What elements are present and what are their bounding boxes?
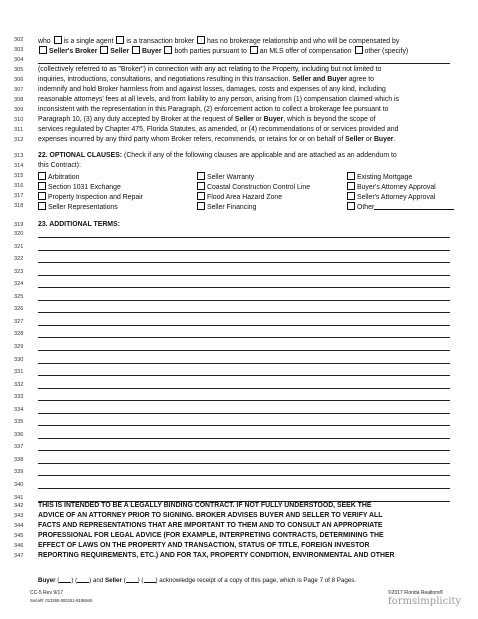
clause-flood-zone[interactable]	[196, 192, 282, 201]
text: Seller	[234, 116, 254, 123]
line-number: 316	[14, 183, 24, 189]
line-number: 307	[14, 87, 24, 93]
clause-checkbox[interactable]	[38, 192, 46, 200]
buyer-initial-2[interactable]	[77, 576, 89, 583]
line-number: 341	[14, 494, 24, 501]
line-number: 336	[14, 431, 24, 438]
clause-checkbox[interactable]	[197, 202, 205, 210]
no-brokerage-checkbox[interactable]	[197, 36, 205, 44]
label: Seller	[110, 48, 130, 55]
line-number: 308	[14, 97, 24, 103]
form-id: CC-5 Rev 9/17	[30, 590, 64, 596]
line-number: 330	[14, 356, 24, 363]
other-clause-field[interactable]	[374, 203, 454, 210]
line-number: 342	[14, 503, 24, 509]
text: indemnify and hold Broker harmless from and against losses, damages, costs and expenses of any kind, including	[38, 86, 386, 93]
line-number: 311	[14, 127, 23, 133]
clause-coastal-construction[interactable]	[196, 182, 310, 191]
clause-label: Section 1031 Exchange	[48, 184, 121, 191]
single-agent-checkbox[interactable]	[54, 36, 62, 44]
clause-label: Seller Financing	[207, 204, 257, 211]
terms-blank-line[interactable]	[38, 237, 450, 238]
text: or	[255, 116, 262, 123]
text: or	[365, 136, 373, 143]
line-number: 305	[14, 67, 24, 73]
clause-checkbox[interactable]	[38, 172, 46, 180]
line-number: 321	[14, 243, 24, 250]
warning-text: THIS IS INTENDED TO BE A LEGALLY BINDING CONTRACT. IF NOT FULLY UNDERSTOOD, SEEK THE	[38, 502, 372, 509]
line-number: 324	[14, 281, 24, 288]
terms-blank-line[interactable]	[38, 413, 450, 414]
mls-offer-checkbox[interactable]	[250, 46, 258, 54]
terms-blank-line[interactable]	[38, 375, 450, 376]
serial-number: Serial#: 013265-000151-8186945	[30, 598, 93, 603]
transaction-broker-checkbox[interactable]	[116, 36, 124, 44]
clause-checkbox[interactable]	[197, 172, 205, 180]
warning-text: FACTS AND REPRESENTATIONS THAT ARE IMPORTANT TO THEM AND TO CONSULT AN APPROPRIATE	[38, 522, 383, 529]
clause-label: Seller Representations	[48, 204, 118, 211]
line-number: 313	[14, 153, 24, 159]
line-number: 304	[14, 57, 24, 63]
text: (Check if any of the following clauses are applicable and are attached as an addendum to	[124, 152, 397, 159]
seller-initial-1[interactable]	[126, 576, 138, 583]
warning-text: EFFECT OF LAWS ON THE PROPERTY AND TRANSACTION, STATUS OF TITLE, FOREIGN INVESTOR	[38, 542, 370, 549]
text: Buyer	[373, 136, 394, 143]
line-number: 309	[14, 107, 24, 113]
terms-blank-line[interactable]	[38, 463, 450, 464]
line-number: 333	[14, 394, 24, 401]
line-number: 335	[14, 419, 24, 426]
terms-blank-line[interactable]	[38, 325, 450, 326]
label: other (specify)	[364, 48, 409, 55]
clause-label: Seller's Attorney Approval	[357, 194, 436, 201]
ack-text: acknowledge receipt of a copy of this page, which is Page 7 of 8 Pages.	[159, 577, 357, 584]
line-number: 326	[14, 306, 24, 313]
line-number: 331	[14, 369, 24, 376]
line-number: 337	[14, 444, 24, 451]
terms-blank-line[interactable]	[38, 450, 450, 451]
label: both parties pursuant to	[174, 48, 247, 55]
terms-blank-line[interactable]	[38, 363, 450, 364]
specify-blank-line[interactable]	[38, 63, 450, 64]
warning-text: REPORTING REQUIREMENTS, ETC.) AND FOR TAX, PROPERTY CONDITION, ENVIRONMENTAL AND OTHER	[38, 552, 395, 559]
terms-blank-line[interactable]	[38, 350, 450, 351]
clause-checkbox[interactable]	[197, 182, 205, 190]
clause-label: Arbitration	[48, 174, 80, 181]
clause-inspection-repair[interactable]	[37, 192, 143, 201]
line-number: 340	[14, 482, 24, 488]
line-number: 302	[14, 37, 24, 43]
clause-seller-warranty[interactable]	[196, 172, 254, 181]
clause-seller-representations[interactable]	[37, 202, 118, 211]
text: Seller	[292, 76, 312, 83]
line-number: 314	[14, 163, 24, 169]
line-number: 328	[14, 331, 24, 338]
line-number: 310	[14, 117, 24, 123]
text: Seller	[345, 136, 364, 143]
clause-buyers-attorney[interactable]	[346, 182, 436, 191]
label: an MLS offer of compensation	[259, 48, 352, 55]
line-number: 345	[14, 533, 24, 539]
label: has no brokerage relationship and who will be compensated by	[207, 38, 400, 45]
text: inquiries, introductions, consultations, and negotiations resulting in this transaction.	[38, 76, 291, 83]
line-number: 320	[14, 231, 24, 237]
clause-seller-financing[interactable]	[196, 202, 256, 211]
line-number: 319	[14, 222, 24, 228]
clause-checkbox[interactable]	[347, 202, 355, 210]
clause-label: Coastal Construction Control Line	[207, 184, 311, 191]
text: reasonable attorneys' fees at all levels, and from liability to any person, arising from (1) compensation claimed which is	[38, 96, 399, 103]
clause-checkbox[interactable]	[347, 182, 355, 190]
clause-label: Property Inspection and Repair	[48, 194, 143, 201]
ack-label: Buyer	[38, 577, 56, 584]
terms-blank-line[interactable]	[38, 475, 450, 476]
clause-label: Other	[357, 204, 375, 211]
clause-label: Flood Area Hazard Zone	[207, 194, 283, 201]
text: agree to	[348, 76, 374, 83]
text: , which is beyond the scope of	[283, 116, 376, 123]
text: and	[313, 76, 326, 83]
line-number: 343	[14, 513, 24, 519]
label: Buyer	[142, 48, 162, 55]
text: expenses incurred by any third party whom Broker refers, recommends, or retains for or on behalf of	[38, 136, 344, 143]
line-number: 306	[14, 77, 24, 83]
terms-blank-line[interactable]	[38, 488, 450, 489]
text: inconsistent with the representation in this Paragraph, (2) enforcement action to collect a brokerage fee pursuant to	[38, 106, 389, 113]
other-specify-checkbox[interactable]	[355, 46, 363, 54]
line-number: 318	[14, 203, 24, 209]
clause-checkbox[interactable]	[38, 202, 46, 210]
text: who	[38, 38, 51, 45]
seller-checkbox[interactable]	[100, 46, 108, 54]
formsimplicity-logo: formsimplicity	[388, 596, 462, 607]
line-number: 325	[14, 293, 24, 300]
section-heading: 22. OPTIONAL CLAUSES:	[38, 152, 123, 159]
terms-blank-line[interactable]	[38, 425, 450, 426]
line-number: 334	[14, 406, 24, 413]
line-number: 332	[14, 381, 24, 388]
line-number: 322	[14, 256, 24, 263]
terms-blank-line[interactable]	[38, 262, 450, 263]
terms-blank-line[interactable]	[38, 250, 450, 251]
clause-arbitration[interactable]	[37, 172, 79, 181]
ack-label: and	[92, 577, 104, 584]
clause-label: Buyer's Attorney Approval	[357, 184, 436, 191]
line-number: 347	[14, 553, 24, 559]
terms-blank-line[interactable]	[38, 287, 450, 288]
line-number: 346	[14, 543, 24, 549]
clause-label: Seller Warranty	[207, 174, 255, 181]
terms-blank-line[interactable]	[38, 300, 450, 301]
label: is a transaction broker	[126, 38, 195, 45]
clause-other[interactable]	[346, 202, 454, 211]
text: Paragraph 10, (3) any duty accepted by Broker at the request of	[38, 116, 233, 123]
terms-blank-line[interactable]	[38, 388, 450, 389]
sellers-broker-checkbox[interactable]	[39, 46, 47, 54]
both-parties-checkbox[interactable]	[164, 46, 172, 54]
terms-blank-line[interactable]	[38, 337, 450, 338]
clause-checkbox[interactable]	[347, 192, 355, 200]
clause-checkbox[interactable]	[347, 172, 355, 180]
line-number: 303	[14, 47, 24, 53]
text: Buyer	[327, 76, 347, 83]
clause-label: Existing Mortgage	[357, 174, 413, 181]
line-number: 329	[14, 343, 24, 350]
line-number: 323	[14, 268, 24, 275]
line-number: 317	[14, 193, 24, 199]
line-number: 315	[14, 173, 24, 179]
acknowledgement-line: Buyer ( ) ( ) and Seller ( ) ( ) acknowledge receipt of a copy of this page, which is Page 7 of 8 Pages.	[38, 577, 357, 584]
line-number: 327	[14, 318, 24, 325]
clause-existing-mortgage[interactable]	[346, 172, 412, 181]
section-heading: 23. ADDITIONAL TERMS:	[38, 221, 120, 228]
copyright: ©2017 Florida Realtors®	[388, 590, 444, 596]
clause-checkbox[interactable]	[38, 182, 46, 190]
text: Buyer	[263, 116, 284, 123]
line-number: 312	[14, 137, 24, 143]
ack-label: Seller	[105, 577, 122, 584]
line-number: 339	[14, 469, 24, 476]
text: .	[393, 136, 396, 143]
terms-blank-line[interactable]	[38, 400, 450, 401]
line-number: 344	[14, 523, 24, 529]
seller-initial-2[interactable]	[144, 576, 156, 583]
warning-text: ADVICE OF AN ATTORNEY PRIOR TO SIGNING. BROKER ADVISES BUYER AND SELLER TO VERIFY ALL	[38, 512, 383, 519]
terms-blank-line[interactable]	[38, 312, 450, 313]
clause-sellers-attorney[interactable]	[346, 192, 435, 201]
label: is a single agent	[63, 38, 114, 45]
text: services regulated by Chapter 475, Florida Statutes, as amended, or (4) recommendations of or services provided and	[38, 126, 399, 133]
label: Seller's Broker	[49, 48, 98, 55]
warning-text: PROFESSIONAL FOR LEGAL ADVICE (FOR EXAMPLE, INTERPRETING CONTRACTS, DETERMINING THE	[38, 532, 384, 539]
clause-checkbox[interactable]	[197, 192, 205, 200]
text: this Contract):	[38, 162, 81, 169]
clause-1031-exchange[interactable]	[37, 182, 121, 191]
buyer-initial-1[interactable]	[59, 576, 71, 583]
line-number: 338	[14, 456, 24, 463]
buyer-checkbox[interactable]	[132, 46, 140, 54]
terms-blank-line[interactable]	[38, 275, 450, 276]
terms-blank-line[interactable]	[38, 438, 450, 439]
text: (collectively referred to as "Broker") in connection with any act relating to the Property, including but not limited to	[38, 66, 382, 73]
